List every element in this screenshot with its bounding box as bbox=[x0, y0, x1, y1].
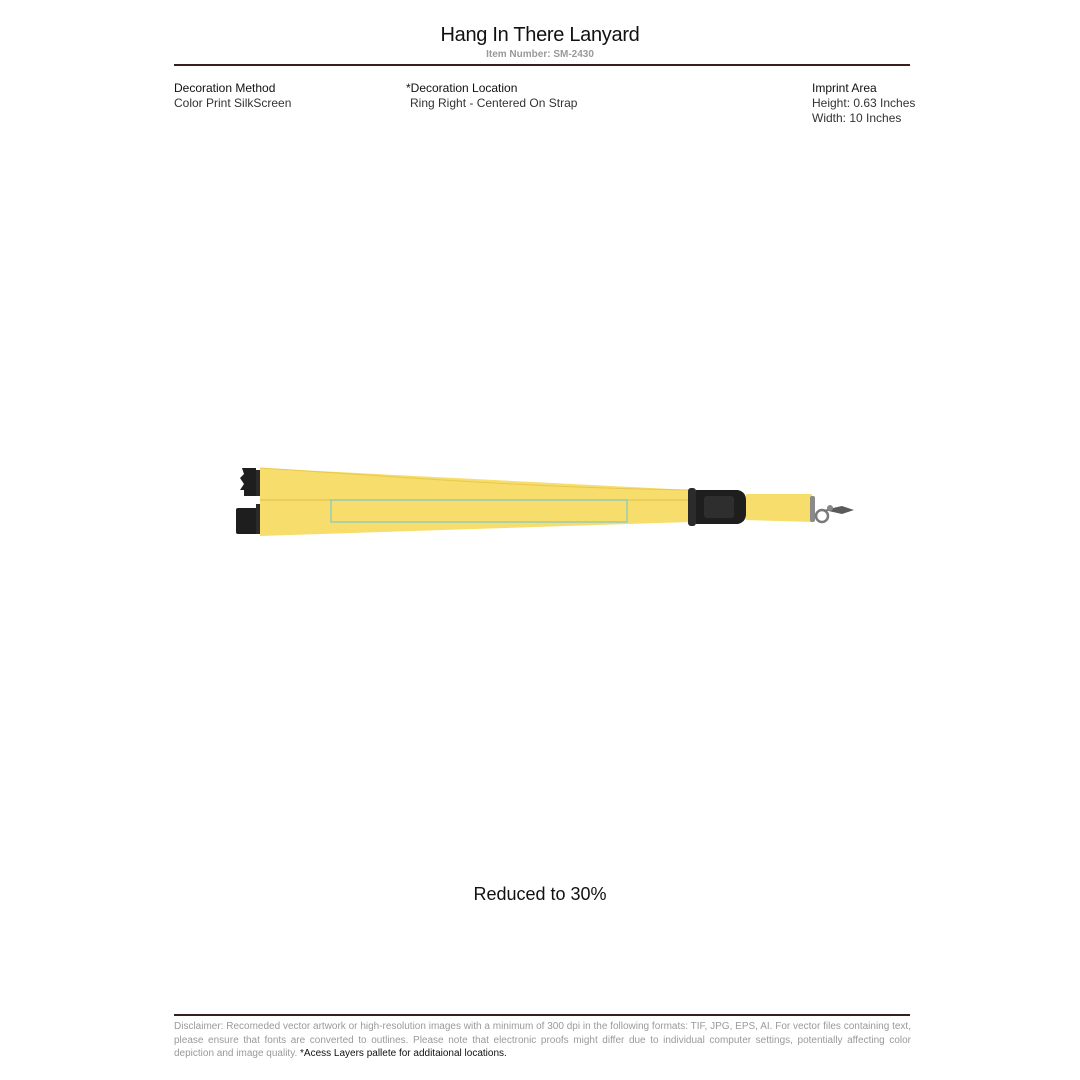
imprint-area-label: Imprint Area bbox=[812, 81, 877, 95]
decoration-location-label: *Decoration Location bbox=[406, 81, 518, 95]
imprint-width: Width: 10 Inches bbox=[812, 111, 902, 125]
swivel-hook bbox=[810, 496, 854, 522]
imprint-area-block bbox=[812, 81, 915, 126]
scale-note: Reduced to 30% bbox=[473, 884, 607, 904]
decoration-location-value: Ring Right - Centered On Strap bbox=[410, 96, 578, 110]
imprint-height: Height: 0.63 Inches bbox=[812, 96, 916, 110]
buckle bbox=[688, 488, 746, 526]
layers-note: *Acess Layers pallete for additaional locations. bbox=[300, 1048, 507, 1059]
lanyard-image bbox=[230, 460, 860, 542]
item-number: Item Number: SM-2430 bbox=[486, 49, 594, 60]
decoration-method-block bbox=[174, 81, 291, 111]
lanyard-strap bbox=[260, 468, 690, 536]
left-connector bbox=[236, 468, 262, 534]
disclaimer-text: Disclaimer: Recomeded vector artwork or high-resolution images with a minimum of 300 dpi in the following formats: TIF, JPG, EPS, AI. For vector files containing text, please ensure that fonts are converted to outlines. Please note that electronic proofs might differ due to individual computer settings, potentially affecting color depiction and image quality. bbox=[174, 1021, 911, 1059]
decoration-location-block bbox=[406, 81, 577, 111]
product-title: Hang In There Lanyard bbox=[440, 24, 640, 46]
disclaimer bbox=[174, 1020, 911, 1061]
footer-divider bbox=[174, 1014, 910, 1016]
lanyard-strap-right bbox=[746, 494, 812, 522]
decoration-method-label: Decoration Method bbox=[174, 81, 276, 95]
header-divider bbox=[174, 64, 910, 66]
decoration-method-value: Color Print SilkScreen bbox=[174, 96, 292, 110]
